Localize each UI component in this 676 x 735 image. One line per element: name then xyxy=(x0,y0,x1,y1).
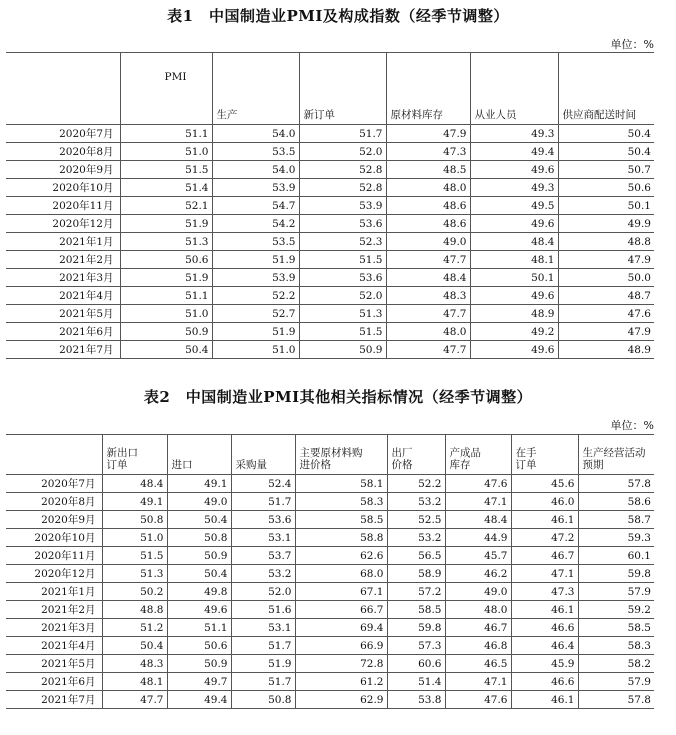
value-cell: 46.2 xyxy=(445,565,511,583)
value-cell: 57.9 xyxy=(578,673,654,691)
value-cell: 48.5 xyxy=(386,161,470,179)
value-cell: 48.4 xyxy=(102,475,167,493)
table-row xyxy=(6,269,654,287)
row-month-cell: 2020年7月 xyxy=(6,125,120,143)
value-cell: 51.3 xyxy=(102,565,167,583)
value-cell: 52.0 xyxy=(299,287,386,305)
value-cell: 59.8 xyxy=(387,619,445,637)
value-cell: 58.3 xyxy=(295,493,387,511)
value-cell: 52.0 xyxy=(299,143,386,161)
value-cell: 59.2 xyxy=(578,601,654,619)
value-cell: 51.9 xyxy=(212,323,299,341)
value-cell: 51.9 xyxy=(120,269,212,287)
header-cell-backlog-orders xyxy=(511,435,578,475)
value-cell: 50.4 xyxy=(167,565,231,583)
value-cell: 60.6 xyxy=(387,655,445,673)
table-row xyxy=(6,691,654,709)
table-row xyxy=(6,341,654,359)
value-cell: 53.2 xyxy=(387,493,445,511)
value-cell: 50.9 xyxy=(167,655,231,673)
value-cell: 49.7 xyxy=(167,673,231,691)
value-cell: 51.0 xyxy=(120,143,212,161)
value-cell: 69.4 xyxy=(295,619,387,637)
row-month-cell: 2021年4月 xyxy=(6,287,120,305)
value-cell: 48.4 xyxy=(386,269,470,287)
value-cell: 49.6 xyxy=(470,161,558,179)
value-cell: 49.3 xyxy=(470,125,558,143)
value-cell: 58.9 xyxy=(387,565,445,583)
header-cell-employment: 从业人员 xyxy=(470,53,558,125)
value-cell: 47.1 xyxy=(445,673,511,691)
row-month-cell: 2020年7月 xyxy=(6,475,102,493)
value-cell: 53.1 xyxy=(231,529,295,547)
value-cell: 51.0 xyxy=(120,305,212,323)
table-row xyxy=(6,547,654,565)
value-cell: 46.7 xyxy=(511,547,578,565)
row-month-cell: 2020年10月 xyxy=(6,529,102,547)
value-cell: 51.7 xyxy=(231,493,295,511)
value-cell: 44.9 xyxy=(445,529,511,547)
header-cell-imports: 进口 xyxy=(167,435,231,475)
value-cell: 53.6 xyxy=(299,269,386,287)
row-month-cell: 2020年9月 xyxy=(6,511,102,529)
table-row xyxy=(6,323,654,341)
value-cell: 51.1 xyxy=(120,287,212,305)
value-cell: 53.2 xyxy=(387,529,445,547)
value-cell: 49.1 xyxy=(167,475,231,493)
value-cell: 62.9 xyxy=(295,691,387,709)
value-cell: 53.6 xyxy=(231,511,295,529)
value-cell: 47.7 xyxy=(386,305,470,323)
value-cell: 51.5 xyxy=(299,323,386,341)
value-cell: 49.0 xyxy=(445,583,511,601)
header-cell-finished-goods-inventory xyxy=(445,435,511,475)
value-cell: 47.7 xyxy=(386,341,470,359)
header-cell-new-export-orders xyxy=(102,435,167,475)
value-cell: 45.9 xyxy=(511,655,578,673)
value-cell: 58.5 xyxy=(387,601,445,619)
value-cell: 48.7 xyxy=(558,287,654,305)
header-cell-output-prices xyxy=(387,435,445,475)
value-cell: 52.8 xyxy=(299,161,386,179)
header-cell-blank xyxy=(6,53,120,125)
value-cell: 49.5 xyxy=(470,197,558,215)
table-row xyxy=(6,583,654,601)
value-cell: 49.8 xyxy=(167,583,231,601)
value-cell: 59.8 xyxy=(578,565,654,583)
value-cell: 46.6 xyxy=(511,673,578,691)
table-row xyxy=(6,511,654,529)
value-cell: 52.2 xyxy=(387,475,445,493)
header-cell-supplier-delivery: 供应商配送时间 xyxy=(558,53,654,125)
table-row xyxy=(6,215,654,233)
row-month-cell: 2020年8月 xyxy=(6,143,120,161)
value-cell: 48.3 xyxy=(386,287,470,305)
value-cell: 58.3 xyxy=(578,637,654,655)
row-month-cell: 2021年5月 xyxy=(6,305,120,323)
table-row xyxy=(6,125,654,143)
value-cell: 53.6 xyxy=(299,215,386,233)
value-cell: 72.8 xyxy=(295,655,387,673)
row-month-cell: 2020年11月 xyxy=(6,547,102,565)
value-cell: 45.6 xyxy=(511,475,578,493)
value-cell: 50.4 xyxy=(102,637,167,655)
value-cell: 46.7 xyxy=(445,619,511,637)
value-cell: 50.4 xyxy=(558,125,654,143)
table-row xyxy=(6,637,654,655)
value-cell: 48.1 xyxy=(102,673,167,691)
table-row xyxy=(6,619,654,637)
value-cell: 50.0 xyxy=(558,269,654,287)
value-cell: 46.0 xyxy=(511,493,578,511)
value-cell: 46.1 xyxy=(511,601,578,619)
row-month-cell: 2021年1月 xyxy=(6,233,120,251)
value-cell: 52.2 xyxy=(212,287,299,305)
header-cell-raw-material-inventory: 原材料库存 xyxy=(386,53,470,125)
value-cell: 52.4 xyxy=(231,475,295,493)
value-cell: 58.5 xyxy=(295,511,387,529)
value-cell: 52.7 xyxy=(212,305,299,323)
value-cell: 58.8 xyxy=(295,529,387,547)
value-cell: 51.5 xyxy=(102,547,167,565)
header-label: 主要原材料购进价格 xyxy=(299,447,363,471)
header-label: 在手订单 xyxy=(515,447,537,471)
value-cell: 49.9 xyxy=(558,215,654,233)
value-cell: 51.4 xyxy=(120,179,212,197)
value-cell: 57.9 xyxy=(578,583,654,601)
row-month-cell: 2020年9月 xyxy=(6,161,120,179)
table-header-row xyxy=(6,435,654,475)
value-cell: 49.1 xyxy=(102,493,167,511)
row-month-cell: 2020年11月 xyxy=(6,197,120,215)
row-month-cell: 2021年3月 xyxy=(6,269,120,287)
value-cell: 49.0 xyxy=(167,493,231,511)
value-cell: 51.1 xyxy=(120,125,212,143)
value-cell: 50.6 xyxy=(167,637,231,655)
value-cell: 50.6 xyxy=(558,179,654,197)
row-month-cell: 2020年8月 xyxy=(6,493,102,511)
value-cell: 48.8 xyxy=(102,601,167,619)
row-month-cell: 2021年5月 xyxy=(6,655,102,673)
value-cell: 57.3 xyxy=(387,637,445,655)
value-cell: 62.6 xyxy=(295,547,387,565)
value-cell: 46.6 xyxy=(511,619,578,637)
value-cell: 49.4 xyxy=(470,143,558,161)
value-cell: 58.2 xyxy=(578,655,654,673)
value-cell: 48.9 xyxy=(470,305,558,323)
value-cell: 53.9 xyxy=(299,197,386,215)
value-cell: 57.2 xyxy=(387,583,445,601)
table2-title: 表2 中国制造业PMI其他相关指标情况（经季节调整） xyxy=(143,388,533,406)
value-cell: 46.5 xyxy=(445,655,511,673)
value-cell: 54.0 xyxy=(212,125,299,143)
table-row xyxy=(6,493,654,511)
value-cell: 60.1 xyxy=(578,547,654,565)
value-cell: 50.7 xyxy=(558,161,654,179)
value-cell: 68.0 xyxy=(295,565,387,583)
value-cell: 51.6 xyxy=(231,601,295,619)
row-month-cell: 2021年1月 xyxy=(6,583,102,601)
header-cell-business-expectations xyxy=(578,435,654,475)
value-cell: 48.3 xyxy=(102,655,167,673)
row-month-cell: 2021年7月 xyxy=(6,341,120,359)
value-cell: 48.4 xyxy=(470,233,558,251)
value-cell: 45.7 xyxy=(445,547,511,565)
value-cell: 51.9 xyxy=(212,251,299,269)
table-row xyxy=(6,251,654,269)
value-cell: 50.2 xyxy=(102,583,167,601)
value-cell: 52.1 xyxy=(120,197,212,215)
value-cell: 48.0 xyxy=(386,179,470,197)
value-cell: 47.1 xyxy=(511,565,578,583)
value-cell: 66.7 xyxy=(295,601,387,619)
header-cell-input-prices xyxy=(295,435,387,475)
value-cell: 49.2 xyxy=(470,323,558,341)
value-cell: 46.8 xyxy=(445,637,511,655)
value-cell: 52.5 xyxy=(387,511,445,529)
value-cell: 47.1 xyxy=(445,493,511,511)
value-cell: 47.6 xyxy=(558,305,654,323)
pmi-table xyxy=(6,52,654,359)
value-cell: 50.6 xyxy=(120,251,212,269)
value-cell: 50.4 xyxy=(558,143,654,161)
table1-unit: 单位：% xyxy=(610,38,654,51)
row-month-cell: 2021年3月 xyxy=(6,619,102,637)
table-row xyxy=(6,475,654,493)
value-cell: 50.4 xyxy=(167,511,231,529)
value-cell: 53.2 xyxy=(231,565,295,583)
value-cell: 50.1 xyxy=(558,197,654,215)
row-month-cell: 2021年6月 xyxy=(6,323,120,341)
value-cell: 50.9 xyxy=(299,341,386,359)
value-cell: 66.9 xyxy=(295,637,387,655)
table-row xyxy=(6,601,654,619)
value-cell: 51.0 xyxy=(212,341,299,359)
header-cell-purchase-quantity: 采购量 xyxy=(231,435,295,475)
value-cell: 47.2 xyxy=(511,529,578,547)
value-cell: 51.7 xyxy=(231,637,295,655)
value-cell: 53.9 xyxy=(212,179,299,197)
value-cell: 48.0 xyxy=(445,601,511,619)
value-cell: 59.3 xyxy=(578,529,654,547)
value-cell: 50.8 xyxy=(167,529,231,547)
value-cell: 48.0 xyxy=(386,323,470,341)
value-cell: 54.7 xyxy=(212,197,299,215)
value-cell: 51.3 xyxy=(299,305,386,323)
value-cell: 49.4 xyxy=(167,691,231,709)
value-cell: 47.9 xyxy=(558,323,654,341)
pmi-other-indicators-table xyxy=(6,434,654,709)
value-cell: 51.9 xyxy=(231,655,295,673)
header-label: 生产经营活动预期 xyxy=(582,447,646,471)
value-cell: 53.9 xyxy=(212,269,299,287)
value-cell: 46.1 xyxy=(511,511,578,529)
value-cell: 49.6 xyxy=(470,215,558,233)
value-cell: 53.5 xyxy=(212,233,299,251)
table-row xyxy=(6,233,654,251)
header-cell-new-orders: 新订单 xyxy=(299,53,386,125)
value-cell: 61.2 xyxy=(295,673,387,691)
value-cell: 52.0 xyxy=(231,583,295,601)
value-cell: 51.0 xyxy=(102,529,167,547)
value-cell: 57.8 xyxy=(578,691,654,709)
header-label: 新出口订单 xyxy=(106,447,138,471)
value-cell: 50.9 xyxy=(167,547,231,565)
value-cell: 49.3 xyxy=(470,179,558,197)
value-cell: 53.7 xyxy=(231,547,295,565)
value-cell: 51.1 xyxy=(167,619,231,637)
value-cell: 49.6 xyxy=(470,287,558,305)
value-cell: 50.8 xyxy=(231,691,295,709)
value-cell: 53.1 xyxy=(231,619,295,637)
value-cell: 47.7 xyxy=(386,251,470,269)
value-cell: 51.4 xyxy=(387,673,445,691)
value-cell: 51.5 xyxy=(120,161,212,179)
row-month-cell: 2021年2月 xyxy=(6,251,120,269)
value-cell: 46.1 xyxy=(511,691,578,709)
value-cell: 50.4 xyxy=(120,341,212,359)
value-cell: 49.0 xyxy=(386,233,470,251)
header-label: 出厂价格 xyxy=(391,447,413,471)
value-cell: 51.7 xyxy=(299,125,386,143)
value-cell: 51.7 xyxy=(231,673,295,691)
value-cell: 56.5 xyxy=(387,547,445,565)
table-row xyxy=(6,287,654,305)
value-cell: 58.6 xyxy=(578,493,654,511)
table-row xyxy=(6,197,654,215)
table-row xyxy=(6,565,654,583)
value-cell: 54.0 xyxy=(212,161,299,179)
value-cell: 54.2 xyxy=(212,215,299,233)
value-cell: 50.8 xyxy=(102,511,167,529)
value-cell: 47.7 xyxy=(102,691,167,709)
value-cell: 49.6 xyxy=(167,601,231,619)
value-cell: 51.5 xyxy=(299,251,386,269)
row-month-cell: 2021年4月 xyxy=(6,637,102,655)
header-cell-blank xyxy=(6,435,102,475)
value-cell: 47.9 xyxy=(558,251,654,269)
table-row xyxy=(6,673,654,691)
table2-unit: 单位：% xyxy=(610,419,654,432)
value-cell: 49.6 xyxy=(470,341,558,359)
value-cell: 48.9 xyxy=(558,341,654,359)
value-cell: 48.1 xyxy=(470,251,558,269)
value-cell: 47.9 xyxy=(386,125,470,143)
row-month-cell: 2020年12月 xyxy=(6,565,102,583)
header-cell-production: 生产 xyxy=(212,53,299,125)
row-month-cell: 2020年12月 xyxy=(6,215,120,233)
table-row xyxy=(6,179,654,197)
row-month-cell: 2021年6月 xyxy=(6,673,102,691)
value-cell: 50.1 xyxy=(470,269,558,287)
value-cell: 52.3 xyxy=(299,233,386,251)
value-cell: 53.5 xyxy=(212,143,299,161)
value-cell: 58.1 xyxy=(295,475,387,493)
value-cell: 48.4 xyxy=(445,511,511,529)
value-cell: 57.8 xyxy=(578,475,654,493)
table-row xyxy=(6,143,654,161)
table-header-row xyxy=(6,53,654,125)
value-cell: 48.6 xyxy=(386,197,470,215)
table-row xyxy=(6,655,654,673)
row-month-cell: 2021年2月 xyxy=(6,601,102,619)
row-month-cell: 2020年10月 xyxy=(6,179,120,197)
value-cell: 52.8 xyxy=(299,179,386,197)
header-cell-pmi: PMI xyxy=(120,53,212,125)
table-row xyxy=(6,529,654,547)
table-row xyxy=(6,161,654,179)
value-cell: 46.4 xyxy=(511,637,578,655)
value-cell: 67.1 xyxy=(295,583,387,601)
value-cell: 47.3 xyxy=(386,143,470,161)
value-cell: 47.6 xyxy=(445,691,511,709)
value-cell: 47.3 xyxy=(511,583,578,601)
table-row xyxy=(6,305,654,323)
value-cell: 51.9 xyxy=(120,215,212,233)
value-cell: 47.6 xyxy=(445,475,511,493)
value-cell: 53.8 xyxy=(387,691,445,709)
value-cell: 48.6 xyxy=(386,215,470,233)
value-cell: 51.3 xyxy=(120,233,212,251)
value-cell: 58.5 xyxy=(578,619,654,637)
value-cell: 50.9 xyxy=(120,323,212,341)
value-cell: 58.7 xyxy=(578,511,654,529)
row-month-cell: 2021年7月 xyxy=(6,691,102,709)
value-cell: 48.8 xyxy=(558,233,654,251)
value-cell: 51.2 xyxy=(102,619,167,637)
header-label: 产成品库存 xyxy=(449,447,481,471)
table1-title: 表1 中国制造业PMI及构成指数（经季节调整） xyxy=(167,7,509,25)
